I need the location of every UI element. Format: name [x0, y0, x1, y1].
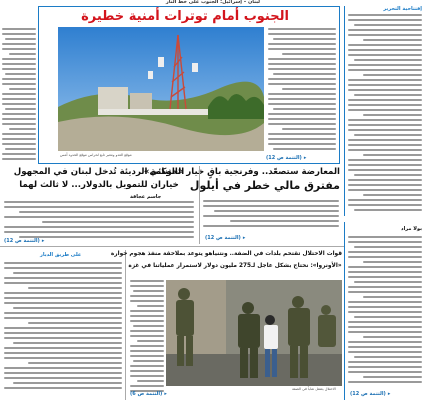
right-bottom-ref: ▸ (التتمة ص 12): [350, 391, 390, 397]
editorial-body: [348, 14, 422, 214]
photo-wall: [166, 280, 226, 354]
middle-left-author: جاسم عجاقة: [130, 194, 162, 200]
middle-band-rule: [0, 246, 344, 247]
bottom-main-photo: [166, 280, 342, 386]
top-strip: [0, 0, 426, 5]
middle-left-ref: ▸ (التتمة ص 12): [4, 238, 44, 244]
photo-wall: [98, 109, 218, 115]
middle-right-headline-1: المعارضة ستصعّد.. وفرنجية باقٍ خيار «الثنائي»: [143, 167, 340, 177]
main-story-headline: الجنوب أمام توترات أمنية خطيرة: [81, 9, 289, 24]
bottom-main-ref: ▸ (التتمة ص 6): [130, 391, 167, 397]
main-story-photo: [58, 27, 264, 151]
main-story-body: [268, 28, 336, 152]
photo-building-2: [130, 93, 152, 109]
bottom-main-side-body: [130, 280, 164, 396]
bottom-main-headline-2: «الأونروا»: نحتاج بشكل عاجل لـ275 مليون دولار لاستمرار عملياتنا في غزة: [128, 263, 342, 269]
photo-trees: [208, 94, 264, 119]
bottom-main-photo-caption: الاحتلال يعتقل شاباً في الضفة: [292, 387, 336, 391]
middle-right-ref: ▸ (التتمة ص 12): [205, 235, 245, 241]
editorial-author: بولا مراد: [401, 226, 422, 232]
left-column-body: [2, 28, 36, 164]
photo-building-1: [98, 87, 128, 109]
middle-left-body: [4, 201, 194, 241]
main-story-ref: ▸ (التتمة ص 12): [266, 155, 306, 161]
middle-right-headline-2: مفترق مالي خطر في أيلول: [189, 179, 340, 192]
editorial-tab: إفتتاحية التحرير: [383, 6, 422, 12]
middle-vertical-rule: [199, 166, 200, 244]
bottom-left-rule: [125, 250, 126, 400]
middle-left-headline-1: الحوكمة الرديئة تُدخل لبنان في المجهول: [13, 167, 185, 177]
editorial-divider: [344, 6, 345, 216]
bottom-main-headline-1: قوات الاحتلال تقتحم بلدات في الضفة.. ونتنياهو يتوعد بملاحقة منفذ هجوم حوارة: [110, 251, 342, 257]
bottom-left-tab: على طريق الديار: [40, 252, 82, 258]
main-story-photo-caption: موقع العدو ومعبر تابع لحراس موقع الحدود أمس: [60, 153, 132, 157]
top-strip-text: لبنان – إسرائيل: الجنوب على خط النار: [165, 0, 261, 5]
right-bottom-divider: [344, 222, 345, 400]
right-column-body-2: [348, 236, 422, 386]
middle-right-body: [203, 200, 339, 230]
bottom-left-body: [4, 262, 122, 396]
middle-left-headline-2: خياران للتمويل بالدولار... لا ثالث لهما: [19, 180, 179, 190]
